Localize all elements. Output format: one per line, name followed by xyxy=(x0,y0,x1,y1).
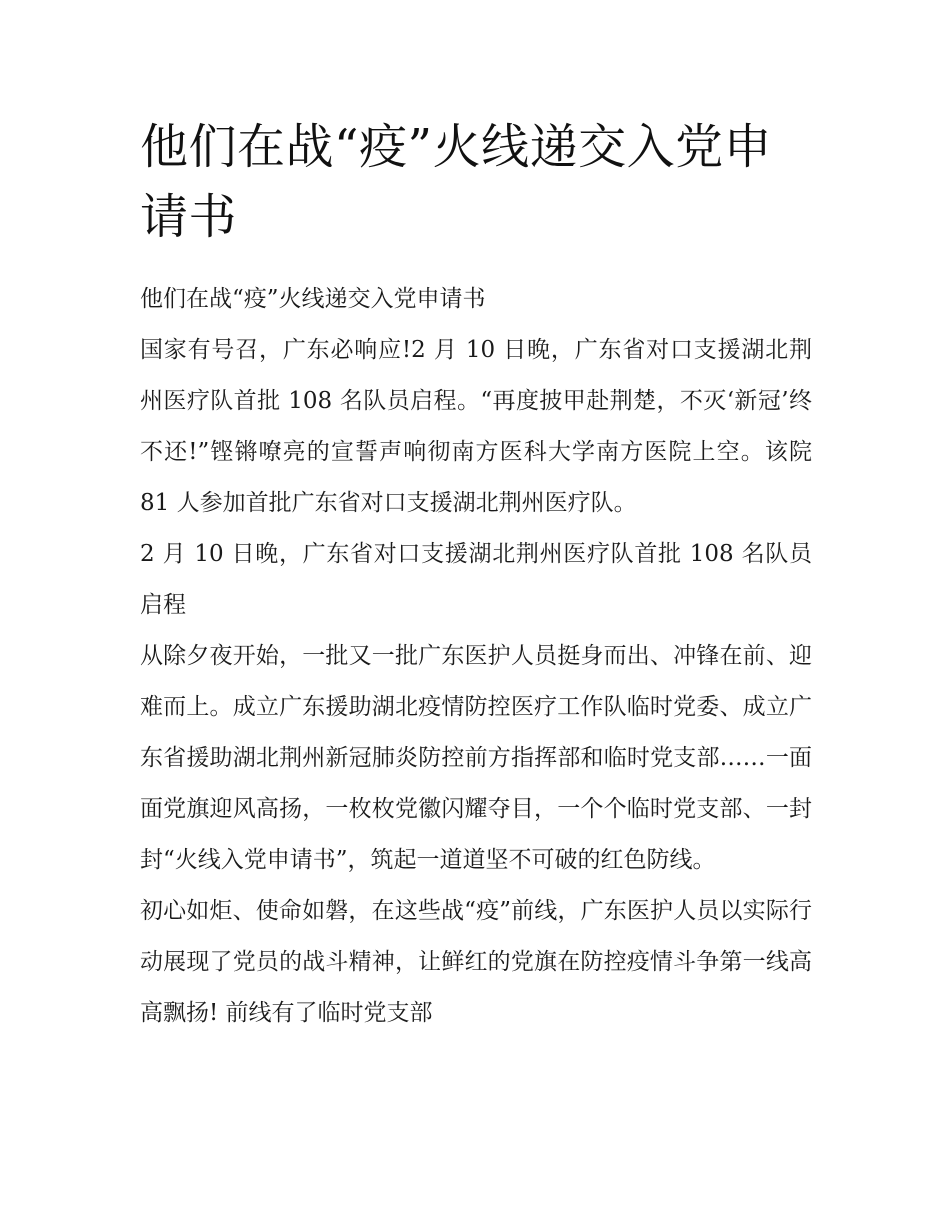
paragraph-photo-caption: 2 月 10 日晚，广东省对口支援湖北荆州医疗队首批 108 名队员启程 xyxy=(140,541,812,618)
document-title: 他们在战“疫”火线递交入党申请书 xyxy=(140,119,773,245)
document-body xyxy=(140,274,812,1039)
paragraph-departure: 国家有号召，广东必响应!2 月 10 日晚，广东省对口支援湖北荆州医疗队首批 108 名队员启程。“再度披甲赴荆楚，不灭‘新冠’终不还!”铿锵嘹亮的宣誓声响彻南方医科大学南方医院上空。该院 81 人参加首批广东省对口支援湖北荆州医疗队。 xyxy=(140,337,812,516)
document-content xyxy=(140,112,812,1039)
paragraph-subtitle: 他们在战“疫”火线递交入党申请书 xyxy=(140,286,486,312)
paragraph-party-branches: 从除夕夜开始，一批又一批广东医护人员挺身而出、冲锋在前、迎难而上。成立广东援助湖北疫情防控医疗工作队临时党委、成立广东省援助湖北荆州新冠肺炎防控前方指挥部和临时党支部……一面面党旗迎风高扬，一枚枚党徽闪耀夺目，一个个临时党支部、一封封“火线入党申请书”，筑起一道道坚不可破的红色防线。 xyxy=(140,643,812,873)
paragraph-frontline-spirit: 初心如炬、使命如磐，在这些战“疫”前线，广东医护人员以实际行动展现了党员的战斗精神，让鲜红的党旗在防控疫情斗争第一线高高飘扬! 前线有了临时党支部 xyxy=(140,898,812,1026)
